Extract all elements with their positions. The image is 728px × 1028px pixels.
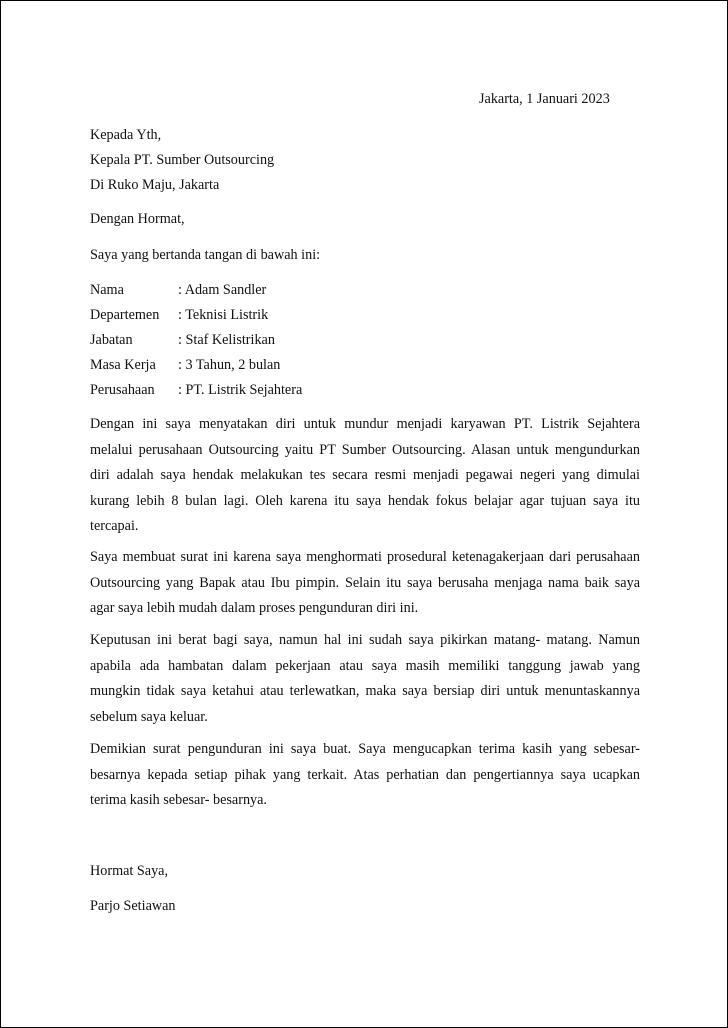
greeting: Dengan Hormat, <box>90 211 185 227</box>
paragraph-line: Keputusan ini berat bagi saya, namun hal ini sudah saya pikirkan matang- matang. Namun <box>90 632 640 648</box>
recipient-line-2: Kepala PT. Sumber Outsourcing <box>90 152 275 168</box>
field-value-perusahaan: : PT. Listrik Sejahtera <box>178 382 303 398</box>
field-value-masa-kerja: : 3 Tahun, 2 bulan <box>178 357 281 373</box>
paragraph-line: kurang lebih 8 bulan lagi. Oleh karena itu saya hendak fokus belajar agar tujuan saya itu <box>90 492 640 509</box>
field-label-masa-kerja: Masa Kerja <box>90 357 156 373</box>
paragraph-4 <box>90 740 640 817</box>
paragraph-line: besarnya kepada setiap pihak yang terkait. Atas perhatian dan pengertiannya saya ucapkan <box>90 766 640 783</box>
field-label-departemen: Departemen <box>90 307 160 323</box>
field-value-jabatan: : Staf Kelistrikan <box>178 332 275 348</box>
paragraph-line: apabila ada hambatan dalam pekerjaan atau saya masih memiliki tanggung jawab yang <box>90 657 640 674</box>
recipient-line-1: Kepada Yth, <box>90 127 162 143</box>
closing: Hormat Saya, <box>90 863 169 879</box>
paragraph-line: melalui perusahaan Outsourcing yaitu PT Sumber Outsourcing. Alasan untuk mengundurkan <box>90 441 640 458</box>
paragraph-line: diri adalah saya hendak melakukan tes secara resmi menjadi pegawai negeri yang dimulai <box>90 467 640 483</box>
paragraph-line: agar saya lebih mudah dalam proses pengunduran diri ini. <box>90 600 419 616</box>
field-label-perusahaan: Perusahaan <box>90 382 155 398</box>
paragraph-line: sebelum saya keluar. <box>90 708 208 725</box>
recipient-line-3: Di Ruko Maju, Jakarta <box>90 177 220 193</box>
paragraph-line: Saya membuat surat ini karena saya menghormati prosedural ketenagakerjaan dari perusahaan <box>90 549 640 565</box>
letter-date: Jakarta, 1 Januari 2023 <box>479 91 610 107</box>
field-label-jabatan: Jabatan <box>90 332 133 348</box>
paragraph-1 <box>90 415 640 543</box>
paragraph-2 <box>90 548 640 625</box>
paragraph-3 <box>90 631 640 733</box>
field-value-nama: : Adam Sandler <box>178 282 267 298</box>
paragraph-line: Outsourcing yang Bapak atau Ibu pimpin. Selain itu saya berusaha menjaga nama baik saya <box>90 574 640 591</box>
signature-name: Parjo Setiawan <box>90 898 176 914</box>
intro-text: Saya yang bertanda tangan di bawah ini: <box>90 247 321 263</box>
field-label-nama: Nama <box>90 282 124 298</box>
field-value-departemen: : Teknisi Listrik <box>178 307 269 323</box>
paragraph-line: Dengan ini saya menyatakan diri untuk mundur menjadi karyawan PT. Listrik Sejahtera <box>90 416 640 432</box>
paragraph-line: mungkin tidak saya ketahui atau terlewatkan, maka saya bersiap diri untuk menuntaskannya <box>90 683 640 699</box>
paragraph-line: tercapai. <box>90 518 139 534</box>
paragraph-line: Demikian surat pengunduran ini saya buat. Saya mengucapkan terima kasih yang sebesar- <box>90 741 640 757</box>
paragraph-line: terima kasih sebesar- besarnya. <box>90 792 267 808</box>
